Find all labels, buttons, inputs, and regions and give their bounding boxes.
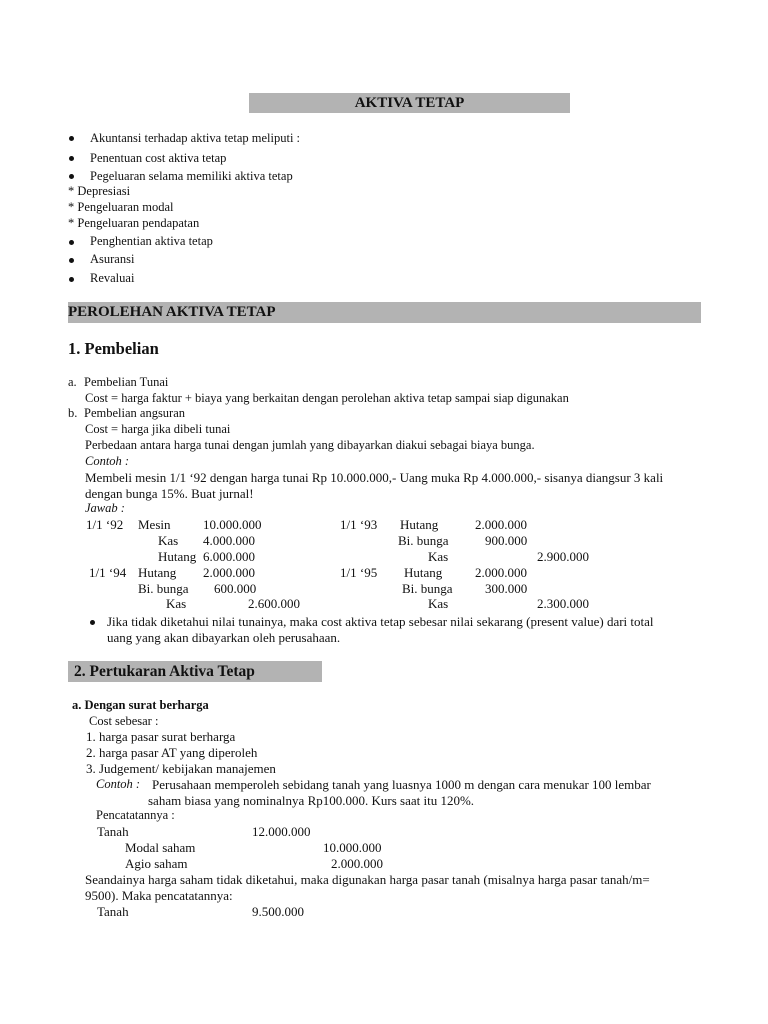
journal-account: Modal saham: [125, 840, 196, 855]
item-title: Pembelian Tunai: [84, 375, 169, 389]
journal-date: 1/1 ‘94: [89, 565, 127, 580]
item-desc: Cost = harga faktur + biaya yang berkaitan dengan perolehan aktiva tetap sampai siap digunakan: [85, 391, 569, 405]
list-item: 1. harga pasar surat berharga: [86, 729, 236, 744]
journal-account: Hutang: [158, 549, 197, 564]
paragraph-text: 9500). Maka pencatatannya:: [85, 888, 233, 903]
section-heading-bar: [68, 661, 322, 682]
contoh-label: Contoh :: [85, 454, 130, 468]
journal-amount: 900.000: [485, 533, 528, 548]
journal-account: Kas: [428, 549, 449, 564]
list-item: 3. Judgement/ kebijakan manajemen: [86, 761, 276, 776]
journal-account: Hutang: [138, 565, 177, 580]
journal-account: Kas: [158, 533, 179, 548]
journal-date: 1/1 ‘93: [340, 517, 378, 532]
item-label: b.: [68, 406, 78, 420]
contoh-text: saham biasa yang nominalnya Rp100.000. Kurs saat itu 120%.: [148, 793, 475, 808]
journal-date: 1/1 ‘92: [86, 517, 124, 532]
section-heading-bar: [68, 302, 701, 323]
intro-item: Akuntansi terhadap aktiva tetap meliputi :: [90, 131, 301, 145]
journal-account: Kas: [428, 596, 449, 611]
document-title: AKTIVA TETAP: [354, 95, 465, 111]
list-item: 2. harga pasar AT yang diperoleh: [86, 745, 258, 760]
bullet-icon: [69, 136, 74, 141]
journal-amount: 10.000.000: [203, 517, 262, 532]
journal-amount: 2.000.000: [331, 856, 383, 871]
bullet-icon: [69, 277, 74, 282]
journal-amount: 2.000.000: [475, 565, 527, 580]
journal-account: Bi. bunga: [402, 581, 453, 596]
bullet-icon: [69, 258, 74, 263]
journal-amount: 300.000: [485, 581, 528, 596]
item-title: Pembelian angsuran: [84, 406, 186, 420]
note-text: uang yang akan dibayarkan oleh perusahaan.: [107, 630, 341, 645]
journal-account: Bi. bunga: [398, 533, 449, 548]
contoh-text: dengan bunga 15%. Buat jurnal!: [85, 486, 254, 501]
pencatatan-label: Pencatatannya :: [96, 808, 175, 822]
intro-item: Pegeluaran selama memiliki aktiva tetap: [90, 169, 293, 183]
journal-amount: 6.000.000: [203, 549, 255, 564]
bullet-icon: [90, 620, 95, 625]
contoh-text: Perusahaan memperoleh sebidang tanah yang luasnya 1000 m dengan cara menukar 100 lembar: [152, 777, 651, 792]
paragraph-text: Seandainya harga saham tidak diketahui, maka digunakan harga pasar tanah (misalnya harga pasar tanah/m=: [85, 872, 650, 887]
journal-date: 1/1 ‘95: [340, 565, 378, 580]
item-desc: Cost = harga jika dibeli tunai: [85, 422, 231, 436]
journal-account: Bi. bunga: [138, 581, 189, 596]
journal-amount: 2.300.000: [537, 596, 589, 611]
journal-account: Agio saham: [125, 856, 188, 871]
section-heading: 2. Pertukaran Aktiva Tetap: [74, 663, 255, 680]
journal-amount: 2.900.000: [537, 549, 589, 564]
journal-amount: 4.000.000: [203, 533, 255, 548]
journal-account: Kas: [166, 596, 187, 611]
item-desc: Perbedaan antara harga tunai dengan jumlah yang dibayarkan diakui sebagai biaya bunga.: [85, 438, 535, 452]
star-item: * Pengeluaran modal: [68, 200, 174, 214]
intro-item: Revaluai: [90, 271, 135, 285]
document-title-bar: [249, 93, 570, 113]
journal-amount: 600.000: [214, 581, 257, 596]
journal-amount: 2.000.000: [203, 565, 255, 580]
journal-amount: 2.000.000: [475, 517, 527, 532]
subsection-heading: 1. Pembelian: [68, 339, 159, 358]
subsection-heading: a. Dengan surat berharga: [72, 698, 209, 712]
contoh-text: Membeli mesin 1/1 ‘92 dengan harga tunai Rp 10.000.000,- Uang muka Rp 4.000.000,- sisanya diangsur 3 kali: [85, 470, 664, 485]
journal-amount: 12.000.000: [252, 824, 311, 839]
cost-label: Cost sebesar :: [89, 714, 159, 728]
journal-amount: 9.500.000: [252, 904, 304, 919]
journal-account: Hutang: [400, 517, 439, 532]
item-label: a.: [68, 375, 77, 389]
bullet-icon: [69, 174, 74, 179]
intro-item: Penghentian aktiva tetap: [90, 234, 213, 248]
journal-account: Tanah: [97, 824, 129, 839]
jawab-label: Jawab :: [85, 501, 125, 515]
section-heading: PEROLEHAN AKTIVA TETAP: [68, 304, 276, 320]
intro-item: Asuransi: [90, 252, 135, 266]
contoh-label: Contoh :: [96, 777, 141, 791]
star-item: * Depresiasi: [68, 184, 131, 198]
journal-amount: 10.000.000: [323, 840, 382, 855]
journal-amount: 2.600.000: [248, 596, 300, 611]
journal-account: Mesin: [138, 517, 171, 532]
star-item: * Pengeluaran pendapatan: [68, 216, 200, 230]
intro-item: Penentuan cost aktiva tetap: [90, 151, 227, 165]
journal-account: Tanah: [97, 904, 129, 919]
bullet-icon: [69, 240, 74, 245]
note-text: Jika tidak diketahui nilai tunainya, maka cost aktiva tetap sebesar nilai sekarang (present value) dari total: [107, 614, 654, 629]
journal-account: Hutang: [404, 565, 443, 580]
bullet-icon: [69, 156, 74, 161]
